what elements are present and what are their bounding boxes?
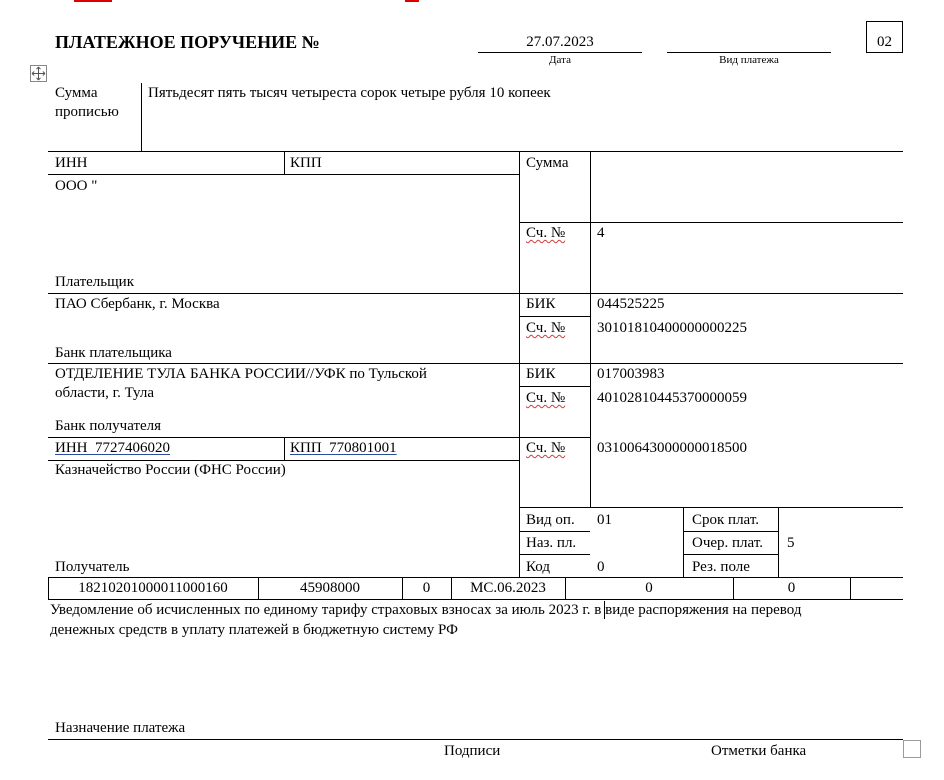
payee-account-label: Сч. № <box>526 440 566 456</box>
bank-marks-label: Отметки банка <box>711 743 807 759</box>
document-title: ПЛАТЕЖНОЕ ПОРУЧЕНИЕ № <box>55 32 320 52</box>
payee-account[interactable]: 03100643000000018500 <box>597 440 747 456</box>
payee-bank-label: Банк получателя <box>55 418 162 434</box>
amount-label: Сумма <box>526 155 569 171</box>
operation-type-label: Вид оп. <box>526 512 575 528</box>
basis-value[interactable]: 0 <box>422 580 431 596</box>
grid-line <box>284 437 285 460</box>
payer-inn-label: ИНН <box>55 155 88 171</box>
grid-line <box>519 151 520 577</box>
payment-type-label: Вид платежа <box>719 54 779 66</box>
date-label: Дата <box>549 54 571 66</box>
purpose-line-2[interactable]: денежных средств в уплату платежей в бюджетную систему РФ <box>50 622 458 638</box>
grid-line <box>519 507 903 508</box>
payer-bank-account[interactable]: 30101810400000000225 <box>597 320 747 336</box>
payee-bank-bik[interactable]: 017003983 <box>597 366 665 382</box>
priority-label: Очер. плат. <box>692 535 763 551</box>
grid-line <box>519 386 590 387</box>
grid-line <box>683 507 684 577</box>
code-label: Код <box>526 559 550 575</box>
grid-line <box>284 151 285 174</box>
grid-line <box>683 554 778 555</box>
payer-account-value[interactable]: 4 <box>597 225 605 241</box>
payee-inn[interactable]: ИНН 7727406020 <box>55 440 170 456</box>
payer-bank-label: Банк плательщика <box>55 345 172 361</box>
grid-line <box>778 507 779 577</box>
payer-bank-account-label: Сч. № <box>526 320 566 336</box>
grid-line <box>48 577 903 578</box>
payee-kpp[interactable]: КПП 770801001 <box>290 440 397 456</box>
payer-name[interactable]: ООО " <box>55 178 98 194</box>
grid-line <box>48 739 903 740</box>
grid-line <box>48 151 903 152</box>
payment-type-underline <box>667 52 831 53</box>
spellcheck-mark <box>405 0 419 2</box>
term-label: Срок плат. <box>692 512 760 528</box>
payee-label: Получатель <box>55 559 130 575</box>
status-code: 02 <box>877 34 892 50</box>
purpose-code-label: Наз. пл. <box>526 535 577 551</box>
grid-line <box>519 554 590 555</box>
date-underline <box>478 52 642 53</box>
amount-words-value[interactable]: Пятьдесят пять тысяч четыреста сорок четыре рубля 10 копеек <box>148 85 551 101</box>
grid-line <box>48 293 903 294</box>
signatures-label: Подписи <box>444 743 501 759</box>
oktmo-value[interactable]: 45908000 <box>300 580 360 596</box>
payee-bank-name-2[interactable]: области, г. Тула <box>55 385 155 401</box>
kbk-value[interactable]: 18210201000011000160 <box>78 580 228 596</box>
grid-line <box>519 316 590 317</box>
payee-bank-account-label: Сч. № <box>526 390 566 406</box>
grid-line <box>48 174 519 175</box>
operation-type-value[interactable]: 01 <box>597 512 612 528</box>
payee-bank-bik-label: БИК <box>526 366 556 382</box>
payer-bank-bik-label: БИК <box>526 296 556 312</box>
period-value[interactable]: МС.06.2023 <box>470 580 546 596</box>
payer-kpp-label: КПП <box>290 155 322 171</box>
priority-value[interactable]: 5 <box>787 535 795 551</box>
spellcheck-mark <box>74 0 112 2</box>
grid-line <box>48 599 903 600</box>
grid-line <box>48 437 590 438</box>
grid-line <box>48 460 519 461</box>
code-value[interactable]: 0 <box>597 559 605 575</box>
move-icon <box>31 66 46 81</box>
table-resize-handle[interactable] <box>903 740 921 758</box>
payee-name[interactable]: Казначейство России (ФНС России) <box>55 462 286 478</box>
payee-bank-account[interactable]: 40102810445370000059 <box>597 390 747 406</box>
purpose-line-1[interactable]: Уведомление об исчисленных по единому тарифу страховых взносах за июль 2023 г. в виде распоряжения на перевод <box>50 602 802 618</box>
doc-date-value[interactable]: 0 <box>787 580 796 596</box>
amount-words-divider <box>141 83 142 151</box>
payer-label: Плательщик <box>55 274 134 290</box>
reserve-label: Рез. поле <box>692 559 750 575</box>
amount-words-label-1: Сумма <box>55 85 98 101</box>
payer-bank-name[interactable]: ПАО Сбербанк, г. Москва <box>55 296 220 312</box>
date-value[interactable]: 27.07.2023 <box>526 34 594 50</box>
amount-words-label-2: прописью <box>55 104 119 120</box>
grid-line <box>683 531 778 532</box>
payee-bank-name-1[interactable]: ОТДЕЛЕНИЕ ТУЛА БАНКА РОССИИ//УФК по Тульской <box>55 366 427 382</box>
grid-line <box>519 531 590 532</box>
payer-bank-bik[interactable]: 044525225 <box>597 296 665 312</box>
grid-line <box>48 363 903 364</box>
doc-number-value[interactable]: 0 <box>645 580 653 596</box>
grid-line <box>519 222 903 223</box>
grid-line <box>850 577 851 599</box>
grid-line <box>590 151 591 507</box>
payer-account-label: Сч. № <box>526 225 566 241</box>
table-move-handle[interactable] <box>30 65 47 82</box>
purpose-label: Назначение платежа <box>55 720 186 736</box>
